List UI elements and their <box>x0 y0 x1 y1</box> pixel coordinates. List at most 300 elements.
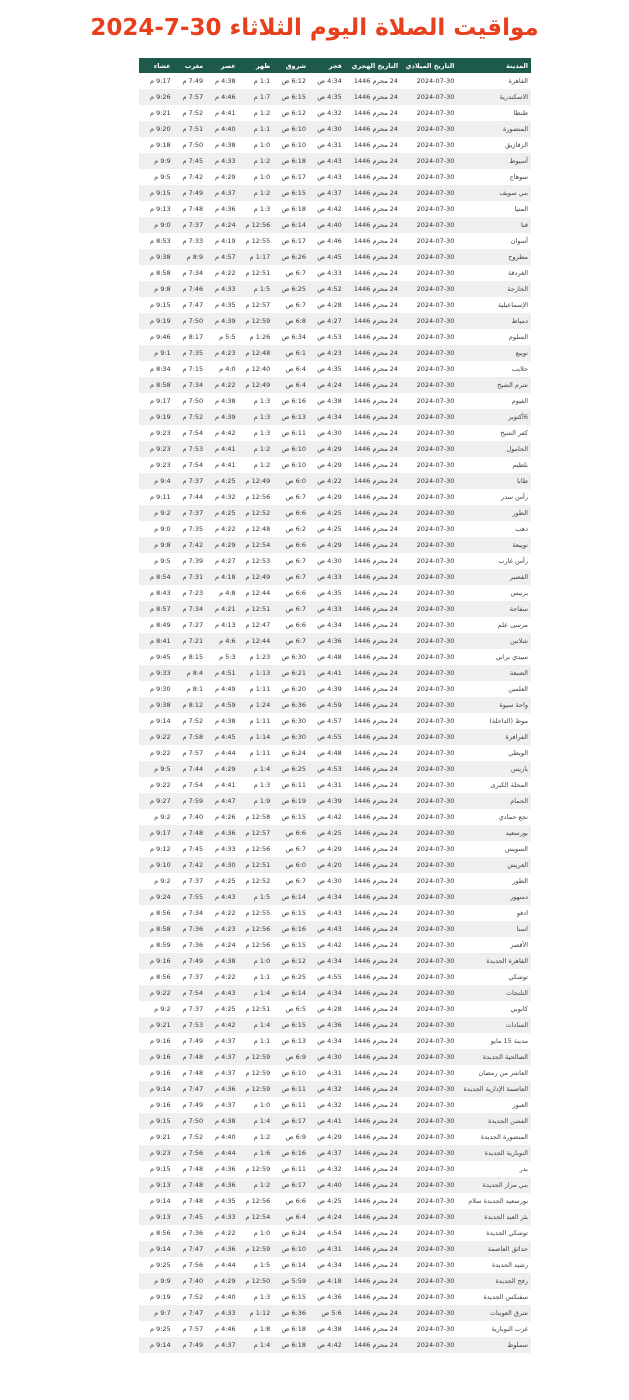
cell-sunrise: 6:14 ص <box>273 1257 309 1273</box>
cell-asr: 4:29 م <box>206 537 238 553</box>
cell-dhuhr: 12:59 م <box>239 1065 274 1081</box>
table-row <box>139 201 531 217</box>
table-row <box>139 377 531 393</box>
cell-asr: 4:6 م <box>206 633 238 649</box>
cell-fajr: 4:30 ص <box>309 121 345 137</box>
cell-city: موط (الداخلة) <box>457 713 531 729</box>
cell-dhuhr: 12:58 م <box>239 809 274 825</box>
cell-isha: 9:2 م <box>139 873 174 889</box>
cell-hijri-date: 24 محرم 1446 <box>345 1033 401 1049</box>
cell-sunrise: 6:18 ص <box>273 1337 309 1353</box>
cell-asr: 4:0 م <box>206 361 238 377</box>
cell-sunrise: 6:21 ص <box>273 665 309 681</box>
cell-city: رأس سدر <box>457 489 531 505</box>
cell-hijri-date: 24 محرم 1446 <box>345 665 401 681</box>
cell-hijri-date: 24 محرم 1446 <box>345 1065 401 1081</box>
cell-isha: 8:58 م <box>139 265 174 281</box>
cell-dhuhr: 1:8 م <box>239 1321 274 1337</box>
cell-isha: 9:22 م <box>139 745 174 761</box>
cell-sunrise: 6:36 ص <box>273 1305 309 1321</box>
cell-sunrise: 6:9 ص <box>273 1129 309 1145</box>
cell-asr: 4:38 م <box>206 393 238 409</box>
cell-dhuhr: 1:2 م <box>239 1177 274 1193</box>
cell-sunrise: 6:30 ص <box>273 729 309 745</box>
table-row <box>139 553 531 569</box>
cell-maghrib: 7:45 م <box>174 153 206 169</box>
table-row <box>139 1289 531 1305</box>
table-row <box>139 713 531 729</box>
table-row <box>139 569 531 585</box>
cell-city: نويبعة <box>457 537 531 553</box>
cell-gregorian-date: 2024-07-30 <box>401 649 457 665</box>
cell-asr: 4:41 م <box>206 441 238 457</box>
cell-isha: 9:25 م <box>139 1321 174 1337</box>
cell-gregorian-date: 2024-07-30 <box>401 777 457 793</box>
cell-city: دمياط <box>457 313 531 329</box>
cell-gregorian-date: 2024-07-30 <box>401 393 457 409</box>
cell-asr: 4:38 م <box>206 137 238 153</box>
cell-isha: 9:4 م <box>139 473 174 489</box>
cell-fajr: 4:34 ص <box>309 889 345 905</box>
cell-sunrise: 6:15 ص <box>273 1289 309 1305</box>
cell-hijri-date: 24 محرم 1446 <box>345 1097 401 1113</box>
cell-asr: 4:25 م <box>206 1001 238 1017</box>
cell-city: أسيوط <box>457 153 531 169</box>
cell-dhuhr: 12:53 م <box>239 553 274 569</box>
cell-gregorian-date: 2024-07-30 <box>401 89 457 105</box>
cell-gregorian-date: 2024-07-30 <box>401 1081 457 1097</box>
cell-city: سفاجة <box>457 601 531 617</box>
cell-city: السادات <box>457 1017 531 1033</box>
cell-sunrise: 6:36 ص <box>273 697 309 713</box>
cell-asr: 4:40 م <box>206 1129 238 1145</box>
cell-sunrise: 6:8 ص <box>273 313 309 329</box>
cell-dhuhr: 1:9 م <box>239 793 274 809</box>
cell-maghrib: 7:50 م <box>174 137 206 153</box>
cell-isha: 9:21 م <box>139 1017 174 1033</box>
cell-sunrise: 6:10 ص <box>273 1065 309 1081</box>
cell-isha: 9:8 م <box>139 281 174 297</box>
cell-hijri-date: 24 محرم 1446 <box>345 505 401 521</box>
table-row <box>139 1305 531 1321</box>
cell-gregorian-date: 2024-07-30 <box>401 985 457 1001</box>
cell-fajr: 4:36 ص <box>309 1017 345 1033</box>
cell-gregorian-date: 2024-07-30 <box>401 1161 457 1177</box>
table-row <box>139 969 531 985</box>
cell-hijri-date: 24 محرم 1446 <box>345 153 401 169</box>
cell-sunrise: 6:26 ص <box>273 249 309 265</box>
cell-hijri-date: 24 محرم 1446 <box>345 633 401 649</box>
cell-dhuhr: 1:11 م <box>239 745 274 761</box>
cell-asr: 4:41 م <box>206 105 238 121</box>
cell-fajr: 4:20 ص <box>309 857 345 873</box>
cell-fajr: 4:32 ص <box>309 1097 345 1113</box>
cell-asr: 4:23 م <box>206 345 238 361</box>
cell-gregorian-date: 2024-07-30 <box>401 585 457 601</box>
cell-sunrise: 6:10 ص <box>273 457 309 473</box>
cell-asr: 4:37 م <box>206 1049 238 1065</box>
cell-city: العلمين <box>457 681 531 697</box>
cell-fajr: 4:29 ص <box>309 1129 345 1145</box>
cell-sunrise: 6:18 ص <box>273 201 309 217</box>
cell-hijri-date: 24 محرم 1446 <box>345 1017 401 1033</box>
cell-isha: 9:16 م <box>139 1097 174 1113</box>
cell-fajr: 4:41 ص <box>309 665 345 681</box>
cell-fajr: 4:55 ص <box>309 969 345 985</box>
cell-dhuhr: 12:48 م <box>239 521 274 537</box>
cell-fajr: 4:24 ص <box>309 377 345 393</box>
cell-city: بئر العبد الجديدة <box>457 1209 531 1225</box>
cell-isha: 9:0 م <box>139 217 174 233</box>
cell-isha: 9:14 م <box>139 1193 174 1209</box>
cell-sunrise: 6:25 ص <box>273 761 309 777</box>
cell-asr: 4:13 م <box>206 617 238 633</box>
cell-city: المنيا <box>457 201 531 217</box>
cell-fajr: 4:31 ص <box>309 137 345 153</box>
cell-dhuhr: 12:49 م <box>239 569 274 585</box>
cell-gregorian-date: 2024-07-30 <box>401 1113 457 1129</box>
table-row <box>139 329 531 345</box>
cell-hijri-date: 24 محرم 1446 <box>345 201 401 217</box>
cell-gregorian-date: 2024-07-30 <box>401 201 457 217</box>
cell-city: الإسماعيلية <box>457 297 531 313</box>
header-dhuhr: ظهر <box>239 58 274 73</box>
cell-fajr: 4:23 ص <box>309 345 345 361</box>
cell-asr: 4:22 م <box>206 905 238 921</box>
cell-asr: 4:44 م <box>206 1145 238 1161</box>
cell-asr: 4:41 م <box>206 457 238 473</box>
cell-sunrise: 6:19 ص <box>273 793 309 809</box>
table-row <box>139 345 531 361</box>
cell-city: الحامول <box>457 441 531 457</box>
cell-maghrib: 7:48 م <box>174 1161 206 1177</box>
cell-gregorian-date: 2024-07-30 <box>401 1145 457 1161</box>
table-row <box>139 1321 531 1337</box>
cell-fajr: 4:53 ص <box>309 761 345 777</box>
cell-isha: 9:15 م <box>139 1161 174 1177</box>
cell-isha: 9:8 م <box>139 537 174 553</box>
cell-gregorian-date: 2024-07-30 <box>401 409 457 425</box>
cell-city: الضبعة <box>457 665 531 681</box>
cell-gregorian-date: 2024-07-30 <box>401 857 457 873</box>
cell-asr: 4:47 م <box>206 793 238 809</box>
cell-dhuhr: 12:59 م <box>239 1241 274 1257</box>
cell-hijri-date: 24 محرم 1446 <box>345 377 401 393</box>
cell-dhuhr: 1:2 م <box>239 457 274 473</box>
cell-dhuhr: 1:0 م <box>239 137 274 153</box>
cell-isha: 9:5 م <box>139 169 174 185</box>
cell-maghrib: 7:44 م <box>174 761 206 777</box>
cell-fajr: 4:57 ص <box>309 713 345 729</box>
cell-maghrib: 7:54 م <box>174 457 206 473</box>
table-row <box>139 489 531 505</box>
table-row <box>139 889 531 905</box>
cell-gregorian-date: 2024-07-30 <box>401 553 457 569</box>
cell-dhuhr: 12:54 م <box>239 537 274 553</box>
cell-isha: 9:20 م <box>139 121 174 137</box>
cell-asr: 4:32 م <box>206 489 238 505</box>
header-asr: عصر <box>206 58 238 73</box>
table-row <box>139 505 531 521</box>
cell-isha: 9:7 م <box>139 1305 174 1321</box>
cell-city: طنطا <box>457 105 531 121</box>
cell-sunrise: 6:6 ص <box>273 617 309 633</box>
cell-city: السلوم <box>457 329 531 345</box>
cell-dhuhr: 1:1 م <box>239 121 274 137</box>
cell-dhuhr: 12:56 م <box>239 1193 274 1209</box>
cell-maghrib: 7:54 م <box>174 777 206 793</box>
cell-maghrib: 8:17 م <box>174 329 206 345</box>
cell-asr: 4:29 م <box>206 761 238 777</box>
table-row <box>139 793 531 809</box>
cell-sunrise: 6:7 ص <box>273 633 309 649</box>
table-row <box>139 281 531 297</box>
table-row <box>139 249 531 265</box>
cell-sunrise: 6:11 ص <box>273 1161 309 1177</box>
cell-isha: 9:19 م <box>139 313 174 329</box>
cell-fajr: 4:48 ص <box>309 745 345 761</box>
cell-isha: 9:21 م <box>139 105 174 121</box>
cell-maghrib: 7:34 م <box>174 905 206 921</box>
cell-gregorian-date: 2024-07-30 <box>401 1257 457 1273</box>
table-row <box>139 425 531 441</box>
cell-isha: 9:2 م <box>139 1001 174 1017</box>
cell-hijri-date: 24 محرم 1446 <box>345 233 401 249</box>
cell-dhuhr: 1:7 م <box>239 89 274 105</box>
cell-city: اسنا <box>457 921 531 937</box>
cell-maghrib: 8:15 م <box>174 649 206 665</box>
cell-fajr: 5:6 ص <box>309 1305 345 1321</box>
cell-gregorian-date: 2024-07-30 <box>401 1033 457 1049</box>
table-row <box>139 681 531 697</box>
cell-fajr: 4:32 ص <box>309 1081 345 1097</box>
cell-city: النوبارية الجديدة <box>457 1145 531 1161</box>
cell-maghrib: 7:47 م <box>174 297 206 313</box>
cell-city: حدائق العاصمة <box>457 1241 531 1257</box>
cell-gregorian-date: 2024-07-30 <box>401 1273 457 1289</box>
cell-isha: 9:30 م <box>139 681 174 697</box>
cell-gregorian-date: 2024-07-30 <box>401 297 457 313</box>
table-row <box>139 617 531 633</box>
cell-sunrise: 6:7 ص <box>273 569 309 585</box>
cell-isha: 9:25 م <box>139 1257 174 1273</box>
prayer-times-table <box>139 58 531 1353</box>
cell-sunrise: 6:14 ص <box>273 217 309 233</box>
cell-gregorian-date: 2024-07-30 <box>401 601 457 617</box>
cell-fajr: 4:37 ص <box>309 1145 345 1161</box>
cell-dhuhr: 1:26 م <box>239 329 274 345</box>
cell-hijri-date: 24 محرم 1446 <box>345 169 401 185</box>
cell-maghrib: 7:49 م <box>174 1337 206 1353</box>
cell-hijri-date: 24 محرم 1446 <box>345 297 401 313</box>
cell-isha: 8:49 م <box>139 617 174 633</box>
cell-fajr: 4:55 ص <box>309 729 345 745</box>
cell-maghrib: 7:37 م <box>174 473 206 489</box>
cell-maghrib: 7:37 م <box>174 505 206 521</box>
cell-hijri-date: 24 محرم 1446 <box>345 857 401 873</box>
cell-sunrise: 6:9 ص <box>273 1049 309 1065</box>
cell-sunrise: 6:15 ص <box>273 1017 309 1033</box>
cell-fajr: 4:31 ص <box>309 777 345 793</box>
cell-asr: 4:36 م <box>206 1161 238 1177</box>
cell-city: القاهرة <box>457 73 531 89</box>
cell-gregorian-date: 2024-07-30 <box>401 185 457 201</box>
cell-hijri-date: 24 محرم 1446 <box>345 905 401 921</box>
cell-gregorian-date: 2024-07-30 <box>401 921 457 937</box>
cell-hijri-date: 24 محرم 1446 <box>345 1081 401 1097</box>
cell-hijri-date: 24 محرم 1446 <box>345 1113 401 1129</box>
cell-hijri-date: 24 محرم 1446 <box>345 473 401 489</box>
table-row <box>139 745 531 761</box>
cell-maghrib: 7:45 م <box>174 841 206 857</box>
cell-gregorian-date: 2024-07-30 <box>401 473 457 489</box>
cell-gregorian-date: 2024-07-30 <box>401 937 457 953</box>
table-row <box>139 265 531 281</box>
cell-hijri-date: 24 محرم 1446 <box>345 793 401 809</box>
table-row <box>139 89 531 105</box>
cell-city: الطور <box>457 873 531 889</box>
cell-city: بني سويف <box>457 185 531 201</box>
cell-dhuhr: 12:44 م <box>239 585 274 601</box>
cell-hijri-date: 24 محرم 1446 <box>345 393 401 409</box>
cell-city: مطروح <box>457 249 531 265</box>
cell-asr: 4:8 م <box>206 585 238 601</box>
cell-isha: 9:9 م <box>139 153 174 169</box>
table-row <box>139 1193 531 1209</box>
cell-city: بدر <box>457 1161 531 1177</box>
cell-isha: 9:38 م <box>139 697 174 713</box>
cell-gregorian-date: 2024-07-30 <box>401 873 457 889</box>
cell-isha: 9:2 م <box>139 809 174 825</box>
cell-city: رفح الجديدة <box>457 1273 531 1289</box>
cell-sunrise: 6:2 ص <box>273 521 309 537</box>
cell-fajr: 4:40 ص <box>309 1177 345 1193</box>
cell-city: دهب <box>457 521 531 537</box>
cell-fajr: 4:46 ص <box>309 233 345 249</box>
cell-fajr: 4:29 ص <box>309 841 345 857</box>
cell-fajr: 4:33 ص <box>309 265 345 281</box>
cell-fajr: 4:42 ص <box>309 201 345 217</box>
cell-maghrib: 7:48 م <box>174 825 206 841</box>
cell-city: أسوان <box>457 233 531 249</box>
cell-fajr: 4:30 ص <box>309 1049 345 1065</box>
cell-city: الفشن الجديدة <box>457 1113 531 1129</box>
cell-gregorian-date: 2024-07-30 <box>401 169 457 185</box>
cell-isha: 9:14 م <box>139 713 174 729</box>
table-row <box>139 185 531 201</box>
cell-dhuhr: 1:1 م <box>239 1033 274 1049</box>
cell-city: القاهرة الجديدة <box>457 953 531 969</box>
cell-sunrise: 6:1 ص <box>273 345 309 361</box>
table-row <box>139 873 531 889</box>
cell-dhuhr: 12:59 م <box>239 1161 274 1177</box>
cell-asr: 4:45 م <box>206 729 238 745</box>
cell-fajr: 4:38 ص <box>309 1321 345 1337</box>
cell-fajr: 4:43 ص <box>309 153 345 169</box>
cell-asr: 4:27 م <box>206 553 238 569</box>
cell-gregorian-date: 2024-07-30 <box>401 889 457 905</box>
cell-maghrib: 7:37 م <box>174 1001 206 1017</box>
cell-hijri-date: 24 محرم 1446 <box>345 185 401 201</box>
cell-fajr: 4:25 ص <box>309 521 345 537</box>
cell-city: المنصورة <box>457 121 531 137</box>
cell-hijri-date: 24 محرم 1446 <box>345 1337 401 1353</box>
cell-hijri-date: 24 محرم 1446 <box>345 1273 401 1289</box>
cell-city: الفرافرة <box>457 729 531 745</box>
cell-dhuhr: 1:2 م <box>239 105 274 121</box>
cell-hijri-date: 24 محرم 1446 <box>345 953 401 969</box>
cell-hijri-date: 24 محرم 1446 <box>345 681 401 697</box>
header-maghrib: مغرب <box>174 58 206 73</box>
cell-hijri-date: 24 محرم 1446 <box>345 217 401 233</box>
cell-fajr: 4:52 ص <box>309 281 345 297</box>
cell-fajr: 4:34 ص <box>309 1257 345 1273</box>
table-row <box>139 169 531 185</box>
table-row <box>139 585 531 601</box>
cell-maghrib: 7:23 م <box>174 585 206 601</box>
cell-city: بورسعيد الجديدة سلام <box>457 1193 531 1209</box>
cell-sunrise: 6:20 ص <box>273 681 309 697</box>
cell-hijri-date: 24 محرم 1446 <box>345 441 401 457</box>
table-row <box>139 233 531 249</box>
cell-asr: 4:43 م <box>206 889 238 905</box>
cell-sunrise: 6:11 ص <box>273 777 309 793</box>
cell-city: العاشر من رمضان <box>457 1065 531 1081</box>
table-row <box>139 953 531 969</box>
cell-gregorian-date: 2024-07-30 <box>401 713 457 729</box>
cell-gregorian-date: 2024-07-30 <box>401 633 457 649</box>
cell-hijri-date: 24 محرم 1446 <box>345 489 401 505</box>
cell-maghrib: 7:46 م <box>174 281 206 297</box>
cell-isha: 9:18 م <box>139 137 174 153</box>
cell-asr: 4:23 م <box>206 921 238 937</box>
cell-sunrise: 6:10 ص <box>273 121 309 137</box>
cell-dhuhr: 1:0 م <box>239 1225 274 1241</box>
cell-fajr: 4:18 ص <box>309 1273 345 1289</box>
cell-dhuhr: 1:4 م <box>239 985 274 1001</box>
cell-asr: 4:35 م <box>206 297 238 313</box>
cell-fajr: 4:40 ص <box>309 217 345 233</box>
cell-gregorian-date: 2024-07-30 <box>401 361 457 377</box>
table-row <box>139 473 531 489</box>
cell-isha: 8:56 م <box>139 969 174 985</box>
cell-sunrise: 6:5 ص <box>273 1001 309 1017</box>
cell-dhuhr: 12:55 م <box>239 233 274 249</box>
table-row <box>139 937 531 953</box>
cell-city: توشكي <box>457 969 531 985</box>
cell-sunrise: 6:14 ص <box>273 985 309 1001</box>
cell-asr: 4:38 م <box>206 1113 238 1129</box>
header-fajr: فجر <box>309 58 345 73</box>
cell-maghrib: 7:50 م <box>174 1113 206 1129</box>
cell-asr: 4:57 م <box>206 249 238 265</box>
cell-fajr: 4:29 ص <box>309 537 345 553</box>
cell-maghrib: 7:36 م <box>174 1225 206 1241</box>
cell-city: باريس <box>457 761 531 777</box>
cell-dhuhr: 1:2 م <box>239 185 274 201</box>
cell-maghrib: 7:49 م <box>174 73 206 89</box>
cell-city: سوهاج <box>457 169 531 185</box>
cell-sunrise: 6:16 ص <box>273 393 309 409</box>
cell-city: قنا <box>457 217 531 233</box>
cell-maghrib: 7:57 م <box>174 89 206 105</box>
cell-sunrise: 6:16 ص <box>273 921 309 937</box>
cell-hijri-date: 24 محرم 1446 <box>345 1049 401 1065</box>
cell-hijri-date: 24 محرم 1446 <box>345 249 401 265</box>
cell-fajr: 4:30 ص <box>309 873 345 889</box>
cell-dhuhr: 12:56 م <box>239 937 274 953</box>
cell-gregorian-date: 2024-07-30 <box>401 793 457 809</box>
